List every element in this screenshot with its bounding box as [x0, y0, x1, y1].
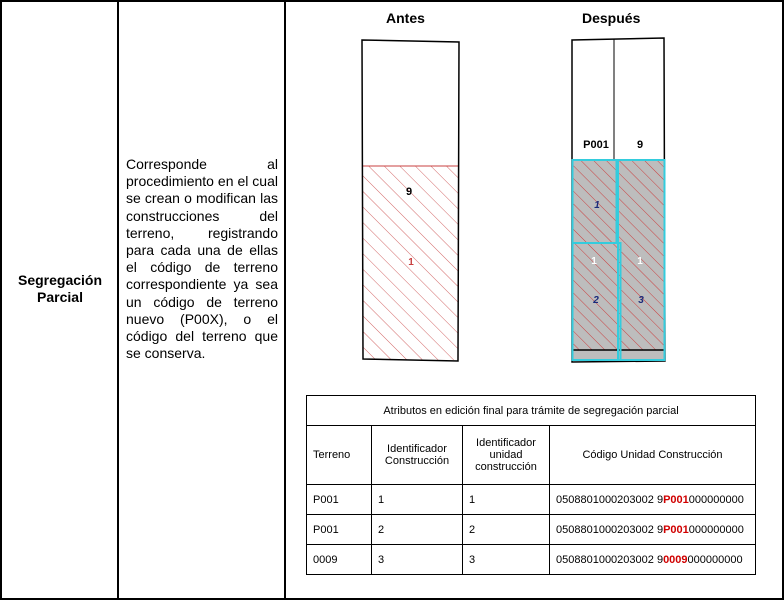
table-caption: Atributos en edición final para trámite de segregación parcial [307, 396, 756, 426]
before-construction-label: 1 [408, 257, 414, 268]
after-right-terrain-label: 9 [636, 139, 644, 151]
code-suffix: 000000000 [688, 493, 744, 506]
code-prefix: 0508801000203002 9 [556, 523, 664, 536]
cell-id-construccion: 2 [372, 515, 463, 545]
cell-id-unidad: 2 [463, 515, 550, 545]
cell-codigo [550, 545, 756, 575]
cell-terreno: 0009 [307, 545, 372, 575]
after-construction-label-2: 1 [591, 256, 597, 267]
table-row [307, 545, 756, 575]
header-id-unidad: Identificador unidad construcción [463, 426, 550, 485]
after-construction-label-4: 1 [637, 256, 643, 267]
before-label: Antes [386, 10, 425, 26]
after-construction-label-3: 2 [593, 295, 599, 306]
after-label: Después [582, 10, 641, 26]
code-prefix: 0508801000203002 9 [556, 553, 664, 566]
header-terreno: Terreno [307, 426, 372, 485]
plans-diagram [286, 30, 784, 375]
cell-id-construccion: 1 [372, 485, 463, 515]
code-prefix: 0508801000203002 9 [556, 493, 664, 506]
code-suffix: 000000000 [687, 553, 743, 566]
after-construction-label-5: 3 [638, 295, 644, 306]
procedure-name [2, 272, 118, 306]
before-terrain-label: 9 [405, 186, 413, 198]
header-id-construccion: Identificador Construcción [372, 426, 463, 485]
after-plan [572, 38, 665, 362]
procedure-description: Corresponde al procedimiento en el cual se crean o modifican las construcciones del terreno, registrando para cada una de ellas el código de terreno correspondiente ya sea un código de terreno nuevo (P00X), o el código del terreno que se conserva. [126, 156, 278, 362]
before-plan [362, 40, 459, 361]
procedure-name-line1: Segregación [17, 272, 103, 288]
cell-codigo [550, 515, 756, 545]
cell-id-construccion: 3 [372, 545, 463, 575]
table-row [307, 515, 756, 545]
code-suffix: 000000000 [688, 523, 744, 536]
cell-terreno: P001 [307, 485, 372, 515]
code-highlight: 0009 [663, 553, 688, 566]
cell-terreno: P001 [307, 515, 372, 545]
cell-id-unidad: 1 [463, 485, 550, 515]
cell-codigo [550, 485, 756, 515]
table-row [307, 485, 756, 515]
attributes-table [306, 395, 756, 575]
procedure-name-line2: Parcial [37, 289, 83, 305]
code-highlight: P001 [663, 523, 689, 536]
after-left-terrain-label: P001 [583, 139, 609, 151]
cell-id-unidad: 3 [463, 545, 550, 575]
after-construction-label-1: 1 [594, 200, 600, 211]
code-highlight: P001 [663, 493, 689, 506]
header-codigo-unidad: Código Unidad Construcción [550, 426, 756, 485]
